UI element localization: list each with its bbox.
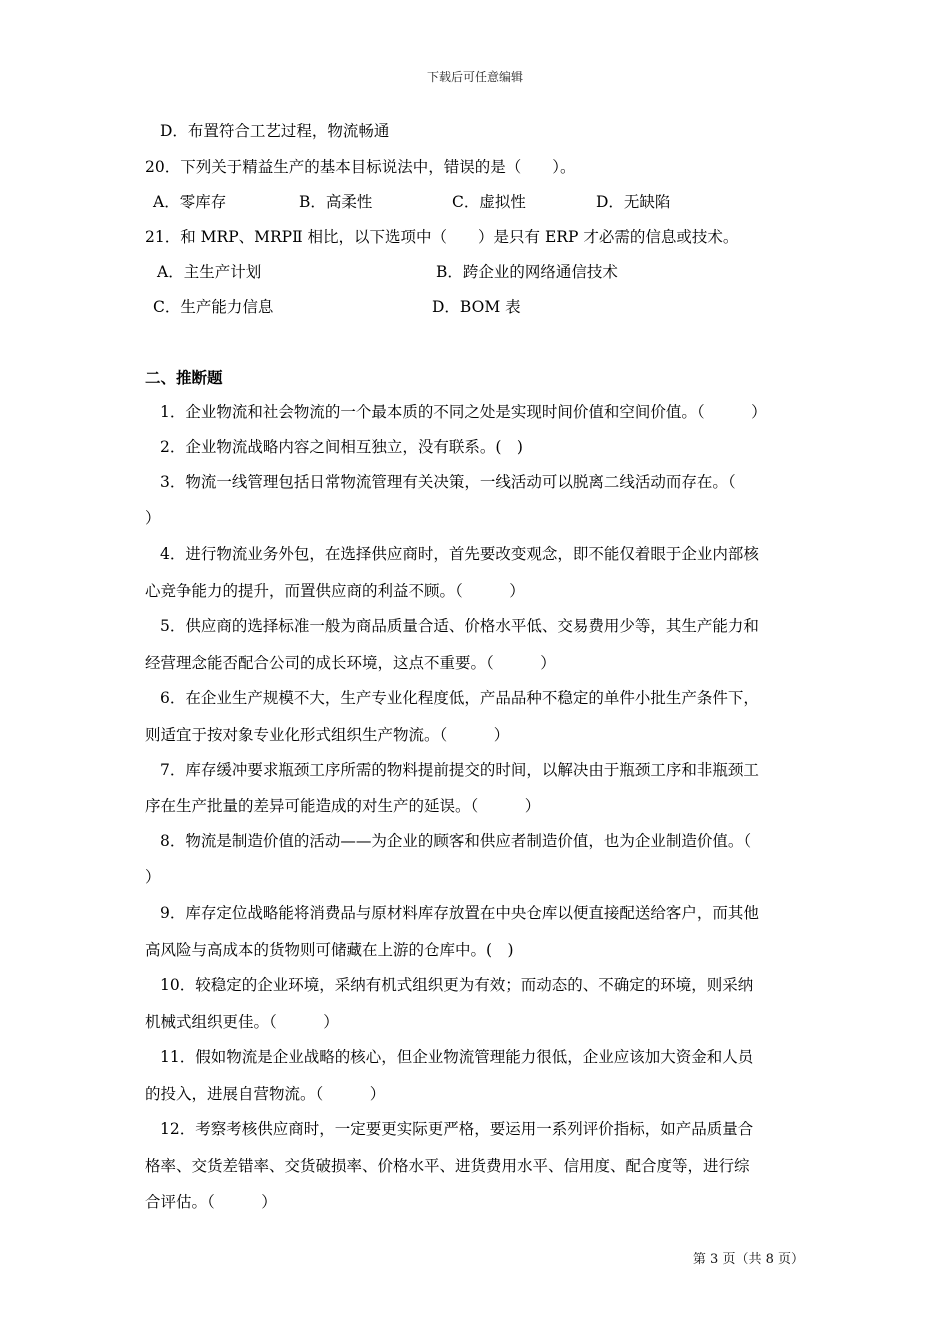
- tf-item-3-line1: 3．物流一线管理包括日常物流管理有关决策，一线活动可以脱离二线活动而存在。（: [160, 473, 736, 491]
- tf-item-12-line1: 12．考察考核供应商时，一定要更实际更严格，要运用一系列评价指标，如产品质量合: [160, 1120, 754, 1138]
- tf-item-4-line2: 心竞争能力的提升，而置供应商的利益不顾。（ ）: [145, 582, 525, 600]
- q20-option-c: C．虚拟性: [452, 193, 526, 211]
- page-number: 第 3 页（共 8 页）: [692, 1252, 804, 1267]
- q21-option-a: A．主生产计划: [157, 263, 262, 281]
- tf-item-10-line1: 10．较稳定的企业环境，采纳有机式组织更为有效；而动态的、不确定的环境，则采纳: [160, 976, 754, 994]
- tf-item-7-line2: 序在生产批量的差异可能造成的对生产的延误。（ ）: [145, 797, 541, 815]
- tf-item-8-line1: 8．物流是制造价值的活动——为企业的顾客和供应者制造价值，也为企业制造价值。（: [160, 832, 752, 850]
- tf-item-3-line2: ）: [145, 509, 161, 527]
- tf-item-7-line1: 7．库存缓冲要求瓶颈工序所需的物料提前提交的时间，以解决由于瓶颈工序和非瓶颈工: [160, 761, 759, 779]
- tf-item-12-line2: 格率、交货差错率、交货破损率、价格水平、进货费用水平、信用度、配合度等，进行综: [145, 1157, 750, 1175]
- q20-stem: 20．下列关于精益生产的基本目标说法中，错误的是（ ）。: [145, 158, 576, 176]
- tf-item-6-line2: 则适宜于按对象专业化形式组织生产物流。（ ）: [145, 726, 510, 744]
- tf-item-6-line1: 6．在企业生产规模不大，生产专业化程度低，产品品种不稳定的单件小批生产条件下，: [160, 689, 759, 707]
- q20-option-d: D．无缺陷: [596, 193, 671, 211]
- tf-item-1: 1．企业物流和社会物流的一个最本质的不同之处是实现时间价值和空间价值。（ ）: [160, 403, 767, 421]
- tf-item-2: 2．企业物流战略内容之间相互独立，没有联系。( ): [160, 438, 523, 456]
- section-title: 二、推断题: [145, 368, 223, 387]
- q21-option-d: D．BOM 表: [432, 298, 521, 316]
- tf-item-10-line2: 机械式组织更佳。（ ）: [145, 1013, 339, 1031]
- q21-option-c: C．生产能力信息: [153, 298, 274, 316]
- tf-item-4-line1: 4．进行物流业务外包，在选择供应商时，首先要改变观念，即不能仅着眼于企业内部核: [160, 545, 759, 563]
- q20-option-b: B．高柔性: [299, 193, 373, 211]
- tf-item-5-line1: 5．供应商的选择标准一般为商品质量合适、价格水平低、交易费用少等，其生产能力和: [160, 617, 759, 635]
- tf-item-9-line2: 高风险与高成本的货物则可储藏在上游的仓库中。( ): [145, 941, 514, 959]
- tf-item-11-line2: 的投入，进展自营物流。（ ）: [145, 1085, 386, 1103]
- page-header: 下载后可任意编辑: [426, 70, 523, 84]
- tf-item-11-line1: 11．假如物流是企业战略的核心，但企业物流管理能力很低，企业应该加大资金和人员: [160, 1048, 754, 1066]
- tf-item-5-line2: 经营理念能否配合公司的成长环境，这点不重要。（ ）: [145, 654, 556, 672]
- q19-option-d: D．布置符合工艺过程，物流畅通: [160, 122, 390, 140]
- tf-item-9-line1: 9．库存定位战略能将消费品与原材料库存放置在中央仓库以便直接配送给客户，而其他: [160, 904, 759, 922]
- tf-item-12-line3: 合评估。（ ）: [145, 1193, 277, 1211]
- tf-item-8-line2: ）: [145, 868, 161, 886]
- q21-option-b: B．跨企业的网络通信技术: [436, 263, 618, 281]
- q21-stem: 21．和 MRP、MRPⅡ 相比，以下选项中（ ）是只有 ERP 才必需的信息或技术。: [145, 228, 739, 246]
- q20-option-a: A．零库存: [153, 193, 227, 211]
